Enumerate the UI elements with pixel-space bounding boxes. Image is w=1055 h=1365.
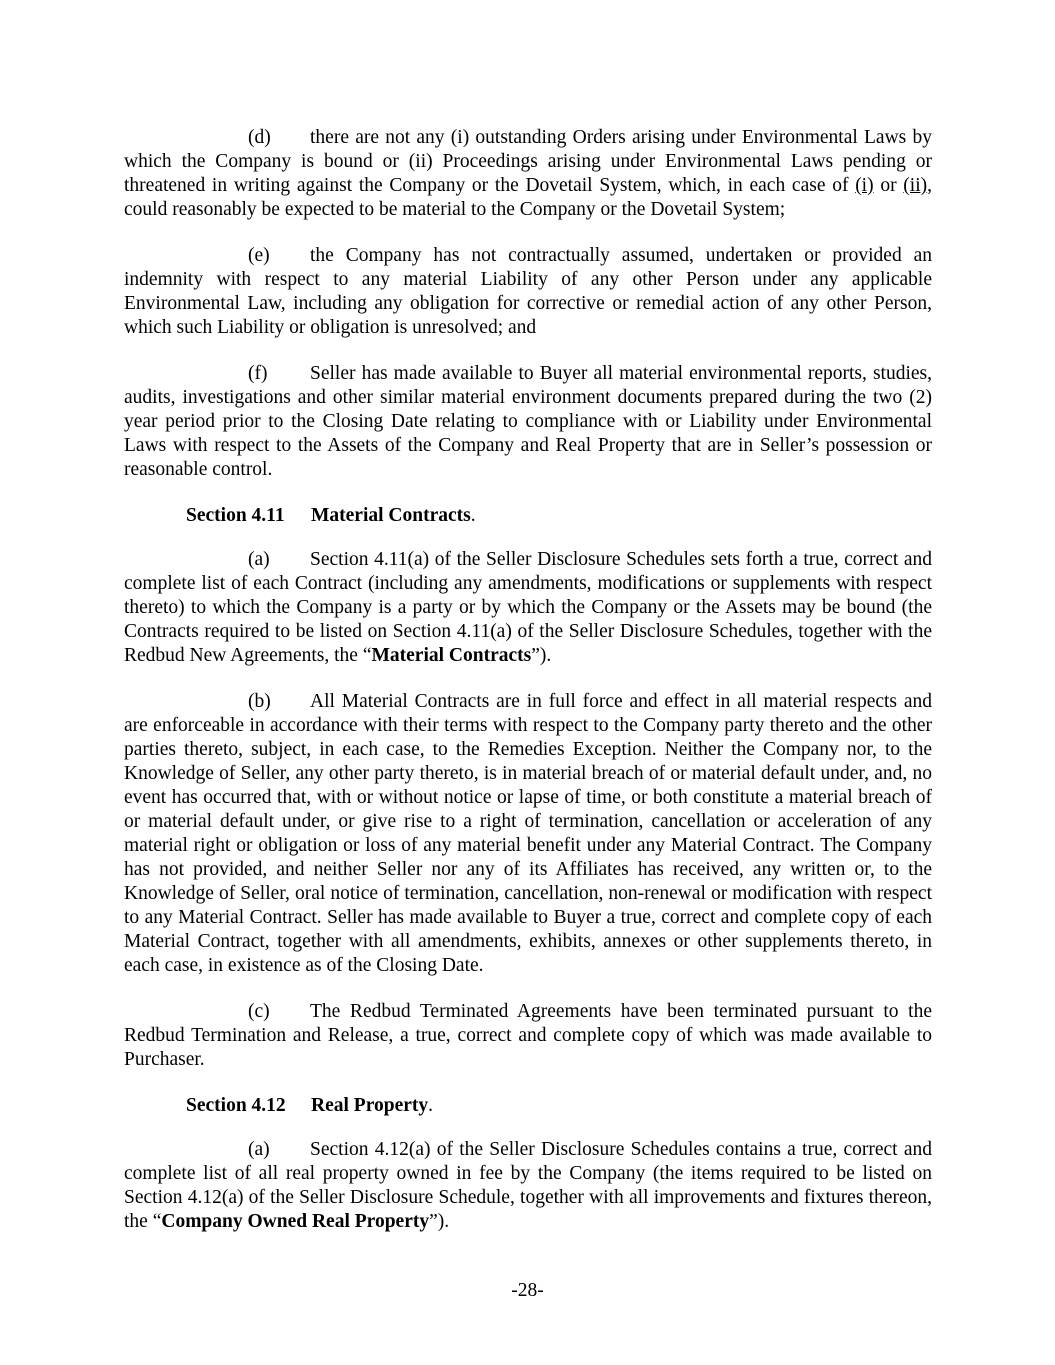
paragraph-text: the Company has not contractually assumed, undertaken or provided an indemnity with respect to any material Liability of any other Person under any applicable Environmental Law, including any obligation for corrective or remedial action of any other Person, which such Liability or obligation is unresolved; and bbox=[124, 245, 932, 338]
document-page bbox=[124, 126, 932, 1256]
paragraph-f bbox=[124, 362, 932, 482]
paragraph-label: (c) bbox=[248, 1001, 270, 1022]
paragraph-text: ”). bbox=[531, 645, 552, 666]
section-title-punct: . bbox=[428, 1095, 434, 1116]
paragraph-text: , could reasonably be expected to be material to the Company or the Dovetail System; bbox=[124, 175, 932, 220]
paragraph-4-11-c bbox=[124, 1000, 932, 1072]
paragraph-label: (a) bbox=[248, 549, 270, 570]
section-heading-4-12 bbox=[186, 1094, 932, 1118]
paragraph-4-11-a bbox=[124, 548, 932, 668]
section-title: Real Property bbox=[311, 1095, 429, 1116]
paragraph-text: Section 4.12(a) of the Seller Disclosure Schedules contains a true, correct and complete list of all real property owned in fee by the Company (the items required to be listed on Section 4.12(a) of the Seller Disclosure Schedule, together with all improvements and fixtures thereon, the “ bbox=[124, 1139, 932, 1232]
paragraph-text: or bbox=[873, 175, 904, 196]
section-heading-4-11 bbox=[186, 504, 932, 528]
paragraph-text: The Redbud Terminated Agreements have been terminated pursuant to the Redbud Termination and Release, a true, correct and complete copy of which was made available to Purchaser. bbox=[124, 1001, 932, 1070]
paragraph-text: Section 4.11(a) of the Seller Disclosure Schedules sets forth a true, correct and complete list of each Contract (including any amendments, modifications or supplements with respect thereto) to which the Company is a party or by which the Company or the Assets may be bound (the Contracts required to be listed on Section 4.11(a) of the Seller Disclosure Schedules, together with the Redbud New Agreements, the “ bbox=[124, 549, 932, 666]
paragraph-label: (d) bbox=[248, 127, 271, 148]
paragraph-label: (f) bbox=[248, 363, 268, 384]
section-number: Section 4.12 bbox=[186, 1095, 286, 1116]
section-title: Material Contracts bbox=[311, 505, 471, 526]
paragraph-text: there are not any (i) outstanding Orders arising under Environmental Laws by which the Company is bound or (ii) Proceedings arising under Environmental Laws pending or threatened in writing against the Company or the Dovetail System, which, in each case of bbox=[124, 127, 932, 196]
defined-term: Company Owned Real Property bbox=[161, 1211, 430, 1232]
cross-reference-ii: (ii) bbox=[903, 175, 928, 196]
section-title-punct: . bbox=[470, 505, 476, 526]
paragraph-text: ”). bbox=[429, 1211, 450, 1232]
paragraph-d bbox=[124, 126, 932, 222]
paragraph-label: (b) bbox=[248, 691, 271, 712]
cross-reference-i: (i) bbox=[855, 175, 874, 196]
defined-term: Material Contracts bbox=[371, 645, 532, 666]
paragraph-e bbox=[124, 244, 932, 340]
paragraph-label: (e) bbox=[248, 245, 270, 266]
paragraph-label: (a) bbox=[248, 1139, 270, 1160]
section-number: Section 4.11 bbox=[186, 505, 285, 526]
paragraph-text: Seller has made available to Buyer all material environmental reports, studies, audits, investigations and other similar material environment documents prepared during the two (2) year period prior to the Closing Date relating to compliance with or Liability under Environmental Laws with respect to the Assets of the Company and Real Property that are in Seller’s possession or reasonable control. bbox=[124, 363, 932, 480]
paragraph-4-11-b bbox=[124, 690, 932, 978]
paragraph-text: All Material Contracts are in full force and effect in all material respects and are enforceable in accordance with their terms with respect to the Company party thereto and the other parties thereto, subject, in each case, to the Remedies Exception. Neither the Company nor, to the Knowledge of Seller, any other party thereto, is in material breach of or material default under, and, no event has occurred that, with or without notice or lapse of time, or both constitute a material breach of or material default under, or give rise to a right of termination, cancellation or acceleration of any material right or obligation or loss of any material benefit under any Material Contract. The Company has not provided, and neither Seller nor any of its Affiliates has received, any written or, to the Knowledge of Seller, oral notice of termination, cancellation, non-renewal or modification with respect to any Material Contract. Seller has made available to Buyer a true, correct and complete copy of each Material Contract, together with all amendments, exhibits, annexes or other supplements thereto, in each case, in existence as of the Closing Date. bbox=[124, 691, 932, 976]
paragraph-4-12-a bbox=[124, 1138, 932, 1234]
page-number: -28- bbox=[511, 1280, 544, 1301]
